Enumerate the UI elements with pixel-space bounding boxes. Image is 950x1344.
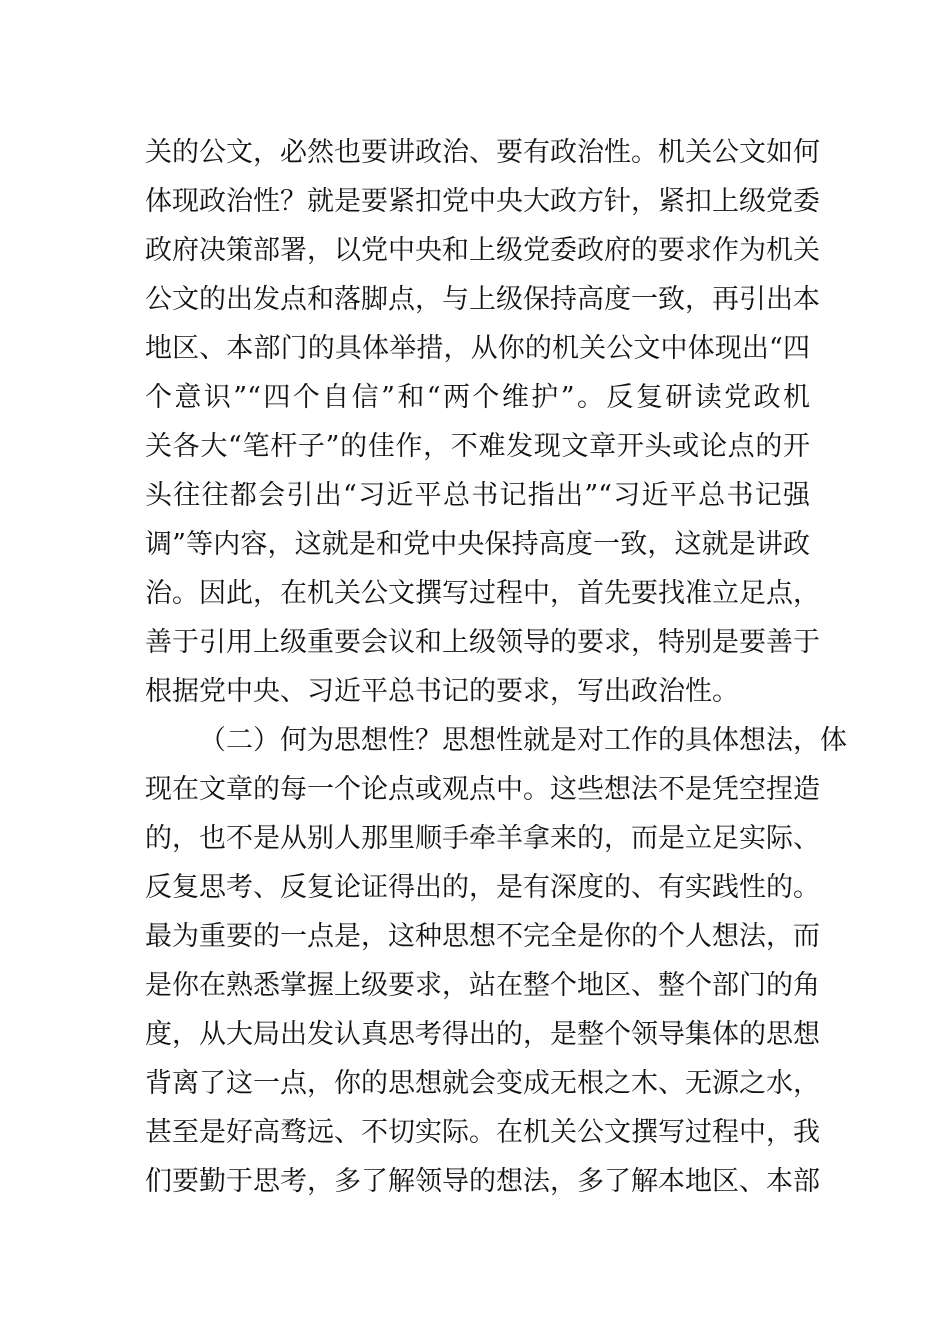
paragraph-1-line: 治。因此，在机关公文撰写过程中，首先要找准立足点，	[145, 578, 820, 609]
paragraph-2-line: 反复思考、反复论证得出的，是有深度的、有实践性的。	[145, 872, 820, 903]
paragraph-2-line: 甚至是好高骛远、不切实际。在机关公文撰写过程中，我	[145, 1117, 820, 1148]
paragraph-1-line: 关各大“笔杆子”的佳作，不难发现文章开头或论点的开	[145, 431, 810, 462]
paragraph-1-line: 头往往都会引出“习近平总书记指出”“习近平总书记强	[145, 480, 810, 511]
paragraph-1-line: 调”等内容，这就是和党中央保持高度一致，这就是讲政	[145, 529, 810, 560]
paragraph-2-line: （二）何为思想性？思想性就是对工作的具体想法，体	[199, 725, 847, 756]
paragraph-1-line: 体现政治性？就是要紧扣党中央大政方针，紧扣上级党委	[145, 186, 820, 217]
paragraph-1-line: 根据党中央、习近平总书记的要求，写出政治性。	[145, 676, 739, 707]
paragraph-1-line: 关的公文，必然也要讲政治、要有政治性。机关公文如何	[145, 137, 820, 168]
paragraph-1-line: 个意识”“四个自信”和“两个维护”。反复研读党政机	[145, 382, 810, 413]
paragraph-2-line: 最为重要的一点是，这种思想不完全是你的个人想法，而	[145, 921, 820, 952]
paragraph-1-line: 善于引用上级重要会议和上级领导的要求，特别是要善于	[145, 627, 820, 658]
paragraph-2-line: 的，也不是从别人那里顺手牵羊拿来的，而是立足实际、	[145, 823, 820, 854]
paragraph-1-line: 地区、本部门的具体举措，从你的机关公文中体现出“四	[145, 333, 810, 364]
paragraph-2-line: 们要勤于思考，多了解领导的想法，多了解本地区、本部	[145, 1166, 820, 1197]
paragraph-2-line: 是你在熟悉掌握上级要求，站在整个地区、整个部门的角	[145, 970, 820, 1001]
paragraph-1-line: 公文的出发点和落脚点，与上级保持高度一致，再引出本	[145, 284, 820, 315]
paragraph-2-line: 度，从大局出发认真思考得出的，是整个领导集体的思想	[145, 1019, 820, 1050]
paragraph-1-line: 政府决策部署，以党中央和上级党委政府的要求作为机关	[145, 235, 820, 266]
paragraph-2-line: 背离了这一点，你的思想就会变成无根之木、无源之水，	[145, 1068, 820, 1099]
paragraph-2-line: 现在文章的每一个论点或观点中。这些想法不是凭空捏造	[145, 774, 820, 805]
